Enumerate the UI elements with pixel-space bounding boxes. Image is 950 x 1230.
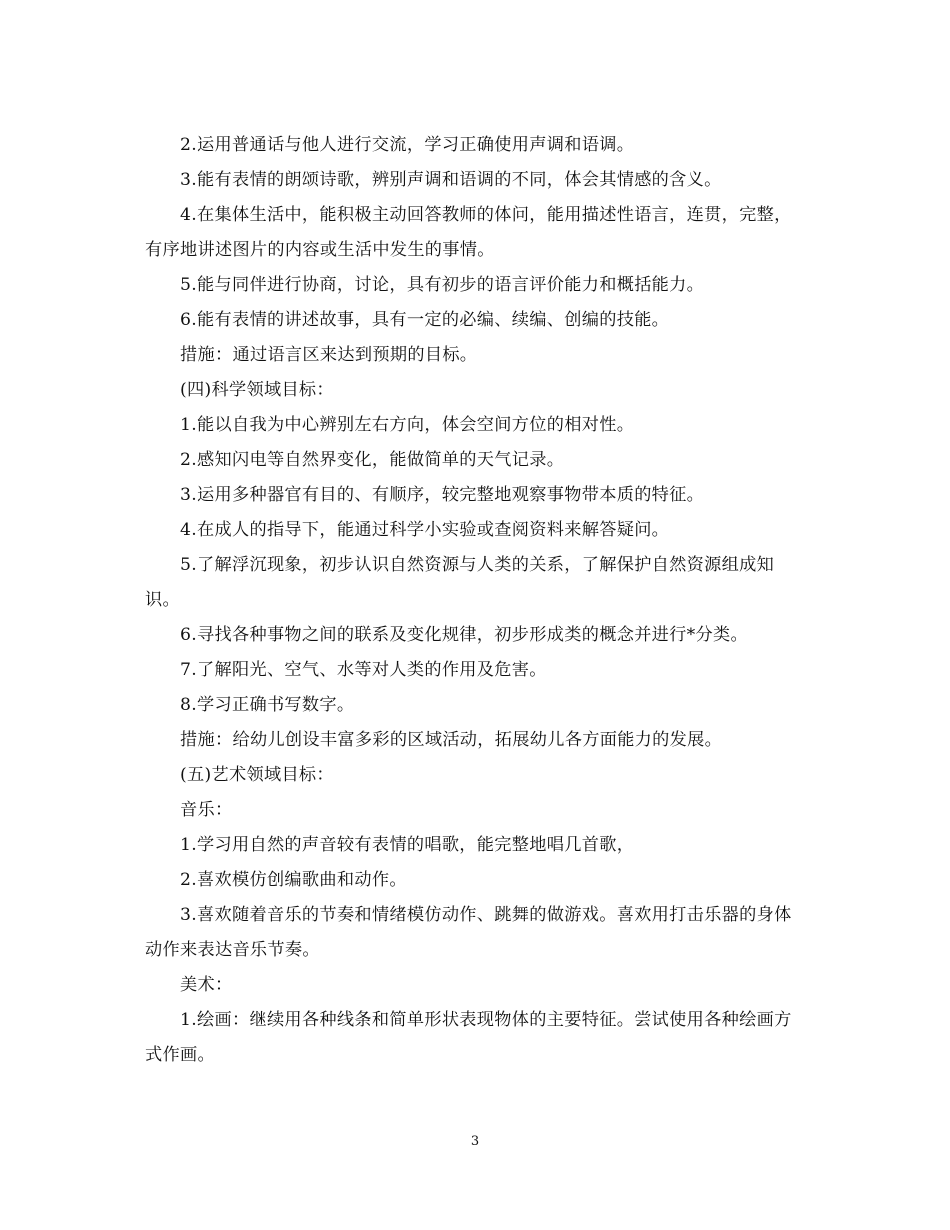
paragraph: 措施：给幼儿创设丰富多彩的区域活动，拓展幼儿各方面能力的发展。: [180, 730, 723, 750]
paragraph: 3.运用多种器官有目的、有顺序，较完整地观察事物带本质的特征。: [180, 485, 705, 505]
paragraph: 2.感知闪电等自然界变化，能做简单的天气记录。: [180, 450, 565, 470]
paragraph: 7.了解阳光、空气、水等对人类的作用及危害。: [180, 660, 547, 680]
paragraph: 6.能有表情的讲述故事，具有一定的必编、续编、创编的技能。: [180, 310, 670, 330]
page-number: 3: [470, 1134, 480, 1149]
section-heading-science: (四)科学领域目标：: [180, 380, 334, 400]
paragraph: 4.在成人的指导下，能通过科学小实验或查阅资料来解答疑问。: [180, 520, 670, 540]
paragraph: 2.运用普通话与他人进行交流，学习正确使用声调和语调。: [180, 135, 635, 155]
paragraph: 5.能与同伴进行协商，讨论，具有初步的语言评价能力和概括能力。: [180, 275, 705, 295]
subsection-heading-music: 音乐：: [180, 800, 233, 820]
paragraph: 4.在集体生活中，能积极主动回答教师的体问，能用描述性语言，连贯，完整，有序地讲述图片的内容或生活中发生的事情。: [145, 205, 792, 260]
section-heading-art: (五)艺术领域目标：: [180, 765, 334, 785]
paragraph: 3.能有表情的朗颂诗歌，辨别声调和语调的不同，体会其情感的含义。: [180, 170, 722, 190]
paragraph: 8.学习正确书写数字。: [180, 695, 355, 715]
paragraph: 2.喜欢模仿创编歌曲和动作。: [180, 870, 407, 890]
paragraph: 措施：通过语言区来达到预期的目标。: [180, 345, 478, 365]
paragraph: 1.能以自我为中心辨别左右方向，体会空间方位的相对性。: [180, 415, 635, 435]
paragraph: 5.了解浮沉现象，初步认识自然资源与人类的关系，了解保护自然资源组成知识。: [145, 555, 775, 610]
paragraph: 6.寻找各种事物之间的联系及变化规律，初步形成类的概念并进行*分类。: [180, 625, 749, 645]
paragraph: 3.喜欢随着音乐的节奏和情绪模仿动作、跳舞的做游戏。喜欢用打击乐器的身体动作来表达音乐节奏。: [145, 905, 792, 960]
page-body: [145, 128, 805, 1073]
paragraph: 1.学习用自然的声音较有表情的唱歌，能完整地唱几首歌，: [180, 835, 635, 855]
subsection-heading-fine-art: 美术：: [180, 975, 233, 995]
paragraph: 1.绘画：继续用各种线条和简单形状表现物体的主要特征。尝试使用各种绘画方式作画。: [145, 1010, 792, 1065]
